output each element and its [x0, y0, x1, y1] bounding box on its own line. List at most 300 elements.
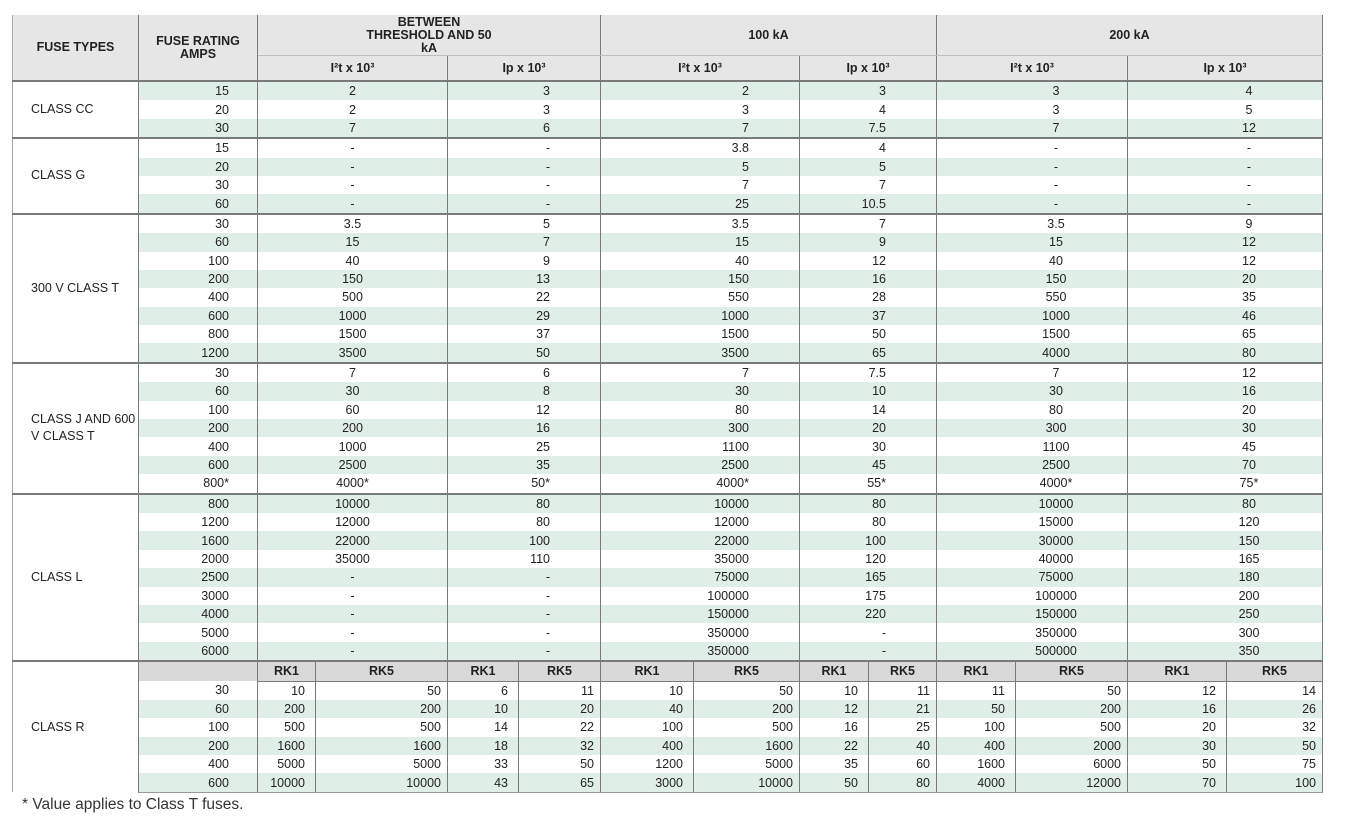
value-cell: 80 — [800, 513, 937, 531]
value-cell: 1000 — [258, 437, 448, 455]
fuse-rating-cell: 400 — [139, 288, 258, 306]
value-cell: 2 — [258, 81, 448, 100]
fuse-rating-cell: 5000 — [139, 623, 258, 641]
value-cell: 80 — [1128, 494, 1323, 513]
value-cell: 32 — [519, 737, 601, 755]
value-cell: 50 — [937, 700, 1016, 718]
value-cell: 21 — [869, 700, 937, 718]
value-cell: 5 — [448, 214, 601, 233]
value-cell: 29 — [448, 307, 601, 325]
fuse-type-label: CLASS G — [13, 138, 139, 214]
value-cell: 1600 — [316, 737, 448, 755]
value-cell: 500 — [1016, 718, 1128, 736]
value-cell: 75000 — [937, 568, 1128, 586]
value-cell: 12 — [1128, 363, 1323, 382]
value-cell: 250 — [1128, 605, 1323, 623]
value-cell: 10 — [448, 700, 519, 718]
value-cell: 5 — [601, 158, 800, 176]
value-cell: 12 — [448, 401, 601, 419]
value-cell: 40 — [601, 252, 800, 270]
value-cell: 12 — [1128, 119, 1323, 138]
value-cell: 50 — [800, 773, 869, 792]
table-row — [13, 623, 1323, 641]
table-row — [13, 288, 1323, 306]
rk1-subheader: RK1 — [448, 661, 519, 681]
fuse-rating-cell: 30 — [139, 214, 258, 233]
value-cell: 6 — [448, 681, 519, 700]
value-cell: 15 — [601, 233, 800, 251]
value-cell: 7 — [601, 176, 800, 194]
value-cell: 400 — [937, 737, 1016, 755]
value-cell: 20 — [800, 419, 937, 437]
table-row — [13, 773, 1323, 792]
table-row — [13, 176, 1323, 194]
value-cell: 50 — [316, 681, 448, 700]
value-cell: - — [800, 623, 937, 641]
footnote: * Value applies to Class T fuses. — [22, 796, 244, 813]
value-cell: 7 — [937, 363, 1128, 382]
value-cell: 150 — [1128, 531, 1323, 549]
value-cell: 3 — [448, 100, 601, 118]
fuse-rating-cell: 30 — [139, 119, 258, 138]
header-i2t-100ka: I²t x 10³ — [601, 56, 800, 82]
value-cell: 5 — [800, 158, 937, 176]
table-row — [13, 494, 1323, 513]
rk1-subheader: RK1 — [258, 661, 316, 681]
header-ip-200ka: Ip x 10³ — [1128, 56, 1323, 82]
table-row — [13, 718, 1323, 736]
value-cell: 1500 — [258, 325, 448, 343]
fuse-rating-cell: 2500 — [139, 568, 258, 586]
value-cell: 35000 — [601, 550, 800, 568]
value-cell: 3 — [800, 81, 937, 100]
value-cell: 3 — [601, 100, 800, 118]
value-cell: 15000 — [937, 513, 1128, 531]
value-cell: 50 — [800, 325, 937, 343]
value-cell: - — [258, 568, 448, 586]
value-cell: 13 — [448, 270, 601, 288]
value-cell: 65 — [519, 773, 601, 792]
value-cell: 180 — [1128, 568, 1323, 586]
value-cell: 80 — [601, 401, 800, 419]
fuse-rating-cell: 200 — [139, 270, 258, 288]
value-cell: 9 — [448, 252, 601, 270]
value-cell: 1500 — [601, 325, 800, 343]
value-cell: 65 — [800, 343, 937, 362]
value-cell: 100 — [800, 531, 937, 549]
value-cell: 50 — [1128, 755, 1227, 773]
value-cell: 16 — [448, 419, 601, 437]
table-row — [13, 81, 1323, 100]
value-cell: 22 — [800, 737, 869, 755]
value-cell: 12 — [1128, 252, 1323, 270]
value-cell: 8 — [448, 382, 601, 400]
value-cell: 100000 — [601, 587, 800, 605]
value-cell: 55* — [800, 474, 937, 493]
value-cell: 200 — [694, 700, 800, 718]
value-cell: 16 — [800, 270, 937, 288]
value-cell: 350000 — [937, 623, 1128, 641]
value-cell: 65 — [1128, 325, 1323, 343]
table-row — [13, 401, 1323, 419]
value-cell: 2500 — [937, 456, 1128, 474]
value-cell: 1100 — [937, 437, 1128, 455]
header-100ka: 100 kA — [601, 15, 937, 56]
rk5-subheader: RK5 — [694, 661, 800, 681]
value-cell: - — [1128, 194, 1323, 213]
value-cell: 150000 — [937, 605, 1128, 623]
value-cell: 9 — [1128, 214, 1323, 233]
value-cell: 25 — [601, 194, 800, 213]
table-row — [13, 642, 1323, 661]
fuse-rating-cell: 15 — [139, 81, 258, 100]
value-cell: 40 — [869, 737, 937, 755]
value-cell: 5000 — [316, 755, 448, 773]
value-cell: 500000 — [937, 642, 1128, 661]
value-cell: 120 — [1128, 513, 1323, 531]
value-cell: 4000 — [937, 343, 1128, 362]
value-cell: 5000 — [258, 755, 316, 773]
class-r-subheader-row — [13, 661, 1323, 681]
table-row — [13, 307, 1323, 325]
value-cell: 25 — [448, 437, 601, 455]
fuse-rating-cell: 1600 — [139, 531, 258, 549]
value-cell: 12000 — [601, 513, 800, 531]
table-body — [13, 81, 1323, 792]
value-cell: 3.8 — [601, 138, 800, 157]
value-cell: 120 — [800, 550, 937, 568]
value-cell: 7 — [800, 214, 937, 233]
value-cell: 12 — [1128, 233, 1323, 251]
value-cell: 300 — [601, 419, 800, 437]
value-cell: 10000 — [316, 773, 448, 792]
value-cell: 46 — [1128, 307, 1323, 325]
value-cell: - — [258, 194, 448, 213]
value-cell: 100 — [601, 718, 694, 736]
value-cell: 10 — [601, 681, 694, 700]
rk1-subheader: RK1 — [601, 661, 694, 681]
value-cell: 14 — [800, 401, 937, 419]
value-cell: 12000 — [258, 513, 448, 531]
value-cell: 3500 — [258, 343, 448, 362]
table-row — [13, 437, 1323, 455]
value-cell: 11 — [519, 681, 601, 700]
value-cell: 1600 — [258, 737, 316, 755]
value-cell: 35 — [448, 456, 601, 474]
value-cell: 60 — [869, 755, 937, 773]
value-cell: 100000 — [937, 587, 1128, 605]
value-cell: 80 — [448, 494, 601, 513]
value-cell: - — [1128, 158, 1323, 176]
fuse-rating-cell: 6000 — [139, 642, 258, 661]
value-cell: - — [258, 623, 448, 641]
value-cell: 18 — [448, 737, 519, 755]
value-cell: 20 — [1128, 718, 1227, 736]
value-cell: 5 — [1128, 100, 1323, 118]
value-cell: - — [937, 138, 1128, 157]
table-row — [13, 474, 1323, 493]
table-row — [13, 138, 1323, 157]
value-cell: 28 — [800, 288, 937, 306]
value-cell: 150 — [937, 270, 1128, 288]
value-cell: 350000 — [601, 642, 800, 661]
value-cell: 20 — [1128, 401, 1323, 419]
value-cell: 11 — [869, 681, 937, 700]
value-cell: 25 — [869, 718, 937, 736]
value-cell: 3.5 — [258, 214, 448, 233]
value-cell: 9 — [800, 233, 937, 251]
value-cell: 35000 — [258, 550, 448, 568]
header-ip-100ka: Ip x 10³ — [800, 56, 937, 82]
value-cell: 200 — [258, 419, 448, 437]
header-fuse-types: FUSE TYPES — [13, 15, 139, 81]
fuse-table-container — [12, 15, 1323, 793]
fuse-rating-cell: 600 — [139, 456, 258, 474]
value-cell: 80 — [937, 401, 1128, 419]
table-row — [13, 363, 1323, 382]
rk1-subheader: RK1 — [937, 661, 1016, 681]
value-cell: 45 — [800, 456, 937, 474]
value-cell: - — [258, 605, 448, 623]
fuse-rating-cell: 100 — [139, 718, 258, 736]
value-cell: 12 — [800, 252, 937, 270]
value-cell: 30 — [937, 382, 1128, 400]
fuse-type-label: CLASS L — [13, 494, 139, 662]
value-cell: - — [448, 642, 601, 661]
value-cell: 3 — [937, 100, 1128, 118]
value-cell: 16 — [1128, 382, 1323, 400]
value-cell: - — [937, 194, 1128, 213]
table-row — [13, 755, 1323, 773]
value-cell: 35 — [800, 755, 869, 773]
value-cell: 75 — [1227, 755, 1323, 773]
value-cell: - — [448, 587, 601, 605]
value-cell: 37 — [800, 307, 937, 325]
value-cell: 3.5 — [601, 214, 800, 233]
value-cell: 4000* — [258, 474, 448, 493]
fuse-rating-cell: 100 — [139, 401, 258, 419]
fuse-rating-cell: 2000 — [139, 550, 258, 568]
value-cell: 45 — [1128, 437, 1323, 455]
table-row — [13, 158, 1323, 176]
value-cell: 50 — [1227, 737, 1323, 755]
header-fuse-rating: FUSE RATING AMPS — [139, 15, 258, 81]
value-cell: 2000 — [1016, 737, 1128, 755]
header-200ka: 200 kA — [937, 15, 1323, 56]
value-cell: 150 — [258, 270, 448, 288]
value-cell: 11 — [937, 681, 1016, 700]
fuse-rating-cell: 800 — [139, 325, 258, 343]
table-row — [13, 568, 1323, 586]
value-cell: 1100 — [601, 437, 800, 455]
table-row — [13, 119, 1323, 138]
fuse-rating-cell: 3000 — [139, 587, 258, 605]
rk5-subheader: RK5 — [316, 661, 448, 681]
value-cell: 40 — [601, 700, 694, 718]
value-cell: 50* — [448, 474, 601, 493]
value-cell: 1000 — [258, 307, 448, 325]
value-cell: 3 — [937, 81, 1128, 100]
table-row — [13, 531, 1323, 549]
value-cell: 1600 — [937, 755, 1016, 773]
table-row — [13, 100, 1323, 118]
value-cell: 7 — [601, 119, 800, 138]
value-cell: - — [448, 194, 601, 213]
value-cell: 30000 — [937, 531, 1128, 549]
value-cell: 30 — [1128, 737, 1227, 755]
table-row — [13, 700, 1323, 718]
fuse-rating-cell: 20 — [139, 100, 258, 118]
value-cell: 15 — [937, 233, 1128, 251]
table-row — [13, 252, 1323, 270]
value-cell: 7 — [937, 119, 1128, 138]
value-cell: 40 — [258, 252, 448, 270]
value-cell: 5000 — [694, 755, 800, 773]
value-cell: 2500 — [258, 456, 448, 474]
value-cell: 40000 — [937, 550, 1128, 568]
fuse-rating-cell: 30 — [139, 363, 258, 382]
value-cell: 100 — [448, 531, 601, 549]
value-cell: 30 — [601, 382, 800, 400]
rk5-subheader: RK5 — [869, 661, 937, 681]
value-cell: 50 — [448, 343, 601, 362]
rk5-subheader: RK5 — [1227, 661, 1323, 681]
value-cell: 4000 — [937, 773, 1016, 792]
value-cell: 2 — [258, 100, 448, 118]
fuse-rating-cell: 4000 — [139, 605, 258, 623]
value-cell: 14 — [1227, 681, 1323, 700]
fuse-type-label: CLASS J AND 600 V CLASS T — [13, 363, 139, 494]
table-row — [13, 605, 1323, 623]
value-cell: 75000 — [601, 568, 800, 586]
rk5-subheader: RK5 — [519, 661, 601, 681]
table-row — [13, 587, 1323, 605]
table-row — [13, 270, 1323, 288]
value-cell: 3 — [448, 81, 601, 100]
table-row — [13, 550, 1323, 568]
fuse-rating-cell: 100 — [139, 252, 258, 270]
value-cell: 165 — [1128, 550, 1323, 568]
fuse-rating-cell: 800 — [139, 494, 258, 513]
fuse-rating-cell: 20 — [139, 158, 258, 176]
value-cell: 350 — [1128, 642, 1323, 661]
value-cell: 6000 — [1016, 755, 1128, 773]
rk1-subheader: RK1 — [1128, 661, 1227, 681]
value-cell: 22 — [448, 288, 601, 306]
table-row — [13, 343, 1323, 362]
value-cell: 7 — [800, 176, 937, 194]
value-cell: 6 — [448, 363, 601, 382]
value-cell: 33 — [448, 755, 519, 773]
fuse-rating-cell: 15 — [139, 138, 258, 157]
value-cell: 80 — [1128, 343, 1323, 362]
fuse-rating-cell: 60 — [139, 233, 258, 251]
value-cell: 14 — [448, 718, 519, 736]
value-cell: 30 — [800, 437, 937, 455]
table-row — [13, 194, 1323, 213]
value-cell: 500 — [258, 718, 316, 736]
value-cell: 220 — [800, 605, 937, 623]
value-cell: 12000 — [1016, 773, 1128, 792]
value-cell: 7.5 — [800, 119, 937, 138]
value-cell: 50 — [1016, 681, 1128, 700]
fuse-rating-cell: 60 — [139, 194, 258, 213]
value-cell: 150 — [601, 270, 800, 288]
value-cell: 7 — [258, 119, 448, 138]
fuse-type-label: CLASS R — [13, 661, 139, 792]
value-cell: 1000 — [937, 307, 1128, 325]
value-cell: 43 — [448, 773, 519, 792]
rk5-subheader: RK5 — [1016, 661, 1128, 681]
value-cell: 22000 — [601, 531, 800, 549]
value-cell: 3500 — [601, 343, 800, 362]
fuse-rating-cell: 600 — [139, 307, 258, 325]
value-cell: 100 — [1227, 773, 1323, 792]
value-cell: - — [448, 158, 601, 176]
table-row — [13, 382, 1323, 400]
value-cell: 12 — [800, 700, 869, 718]
value-cell: - — [258, 587, 448, 605]
value-cell: 7 — [448, 233, 601, 251]
fuse-rating-cell: 60 — [139, 382, 258, 400]
class-r-blank-cell — [139, 661, 258, 681]
value-cell: 50 — [694, 681, 800, 700]
value-cell: 150000 — [601, 605, 800, 623]
value-cell: 7 — [601, 363, 800, 382]
fuse-type-label: 300 V CLASS T — [13, 214, 139, 363]
value-cell: 200 — [258, 700, 316, 718]
value-cell: 10000 — [258, 773, 316, 792]
value-cell: 22 — [519, 718, 601, 736]
value-cell: 500 — [258, 288, 448, 306]
value-cell: 400 — [601, 737, 694, 755]
fuse-rating-cell: 200 — [139, 419, 258, 437]
value-cell: 26 — [1227, 700, 1323, 718]
value-cell: 20 — [519, 700, 601, 718]
fuse-rating-cell: 200 — [139, 737, 258, 755]
value-cell: 32 — [1227, 718, 1323, 736]
table-row — [13, 419, 1323, 437]
value-cell: 30 — [1128, 419, 1323, 437]
table-row — [13, 233, 1323, 251]
value-cell: 10000 — [601, 494, 800, 513]
value-cell: - — [937, 176, 1128, 194]
value-cell: 10000 — [258, 494, 448, 513]
fuse-rating-cell: 30 — [139, 681, 258, 700]
value-cell: 165 — [800, 568, 937, 586]
value-cell: 16 — [800, 718, 869, 736]
value-cell: 16 — [1128, 700, 1227, 718]
value-cell: 4 — [1128, 81, 1323, 100]
value-cell: 300 — [1128, 623, 1323, 641]
fuse-rating-cell: 1200 — [139, 343, 258, 362]
header-i2t-threshold: I²t x 10³ — [258, 56, 448, 82]
value-cell: 300 — [937, 419, 1128, 437]
fuse-rating-cell: 30 — [139, 176, 258, 194]
value-cell: 4000* — [601, 474, 800, 493]
header-i2t-200ka: I²t x 10³ — [937, 56, 1128, 82]
header-threshold-50ka: BETWEEN THRESHOLD AND 50 kA — [258, 15, 601, 56]
fuse-rating-cell: 800* — [139, 474, 258, 493]
value-cell: 10 — [800, 681, 869, 700]
value-cell: 12 — [1128, 681, 1227, 700]
fuse-rating-cell: 60 — [139, 700, 258, 718]
value-cell: 1000 — [601, 307, 800, 325]
value-cell: 37 — [448, 325, 601, 343]
value-cell: - — [448, 605, 601, 623]
value-cell: 60 — [258, 401, 448, 419]
fuse-let-through-table — [12, 15, 1323, 793]
